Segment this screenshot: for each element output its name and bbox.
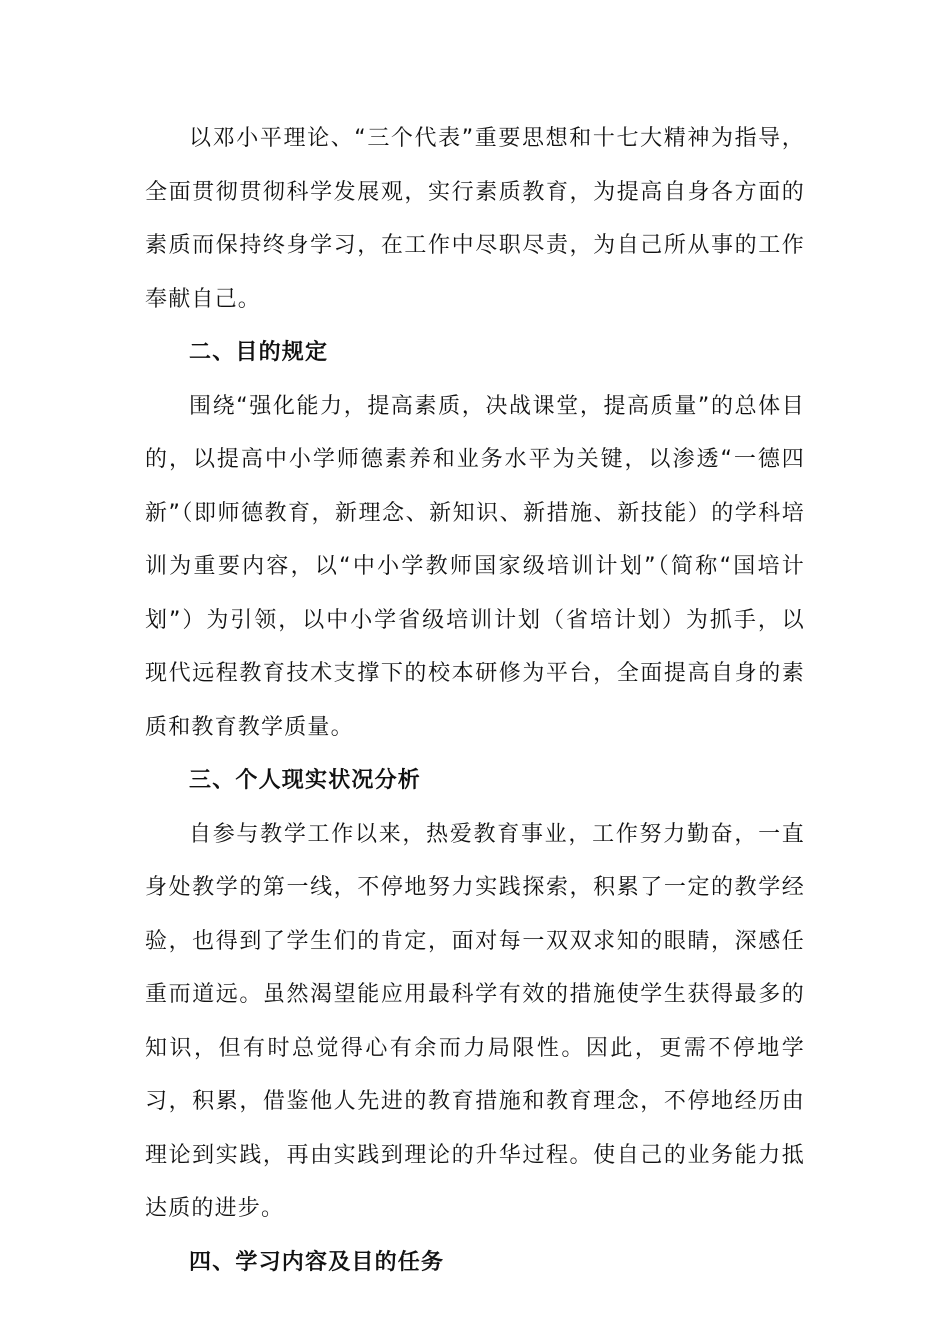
- heading-objectives: 二、目的规定: [189, 340, 329, 365]
- paragraph-guiding-ideology: 以邓小平理论、“三个代表”重要思想和十七大精神为指导，全面贯彻贯彻科学发展观，实行素质教育，为提高自身各方面的素质而保持终身学习，在工作中尽职尽责，为自己所从事的工作奉献自己。: [145, 126, 805, 312]
- heading-personal-analysis: 三、个人现实状况分析: [189, 768, 422, 793]
- paragraph-personal-analysis: 自参与教学工作以来，热爱教育事业，工作努力勤奋，一直身处教学的第一线，不停地努力实践探索，积累了一定的教学经验，也得到了学生们的肯定，面对每一双双求知的眼睛，深感任重而道远。虽然渴望能应用最科学有效的措施使学生获得最多的知识，但有时总觉得心有余而力局限性。因此，更需不停地学习，积累，借鉴他人先进的教育措施和教育理念，不停地经历由理论到实践，再由实践到理论的升华过程。使自己的业务能力抵达质的进步。: [145, 821, 805, 1221]
- heading-learning-content: 四、学习内容及目的任务: [189, 1249, 445, 1275]
- document-body: [145, 112, 805, 1289]
- paragraph-objectives: 围绕“强化能力，提高素质，决战课堂，提高质量”的总体目的，以提高中小学师德素养和业务水平为关键，以渗透“一德四新”（即师德教育，新理念、新知识、新措施、新技能）的学科培训为重要内容，以“中小学教师国家级培训计划”（简称“国培计划”）为引领，以中小学省级培训计划（省培计划）为抓手，以现代远程教育技术支撑下的校本研修为平台，全面提高自身的素质和教育教学质量。: [145, 393, 805, 740]
